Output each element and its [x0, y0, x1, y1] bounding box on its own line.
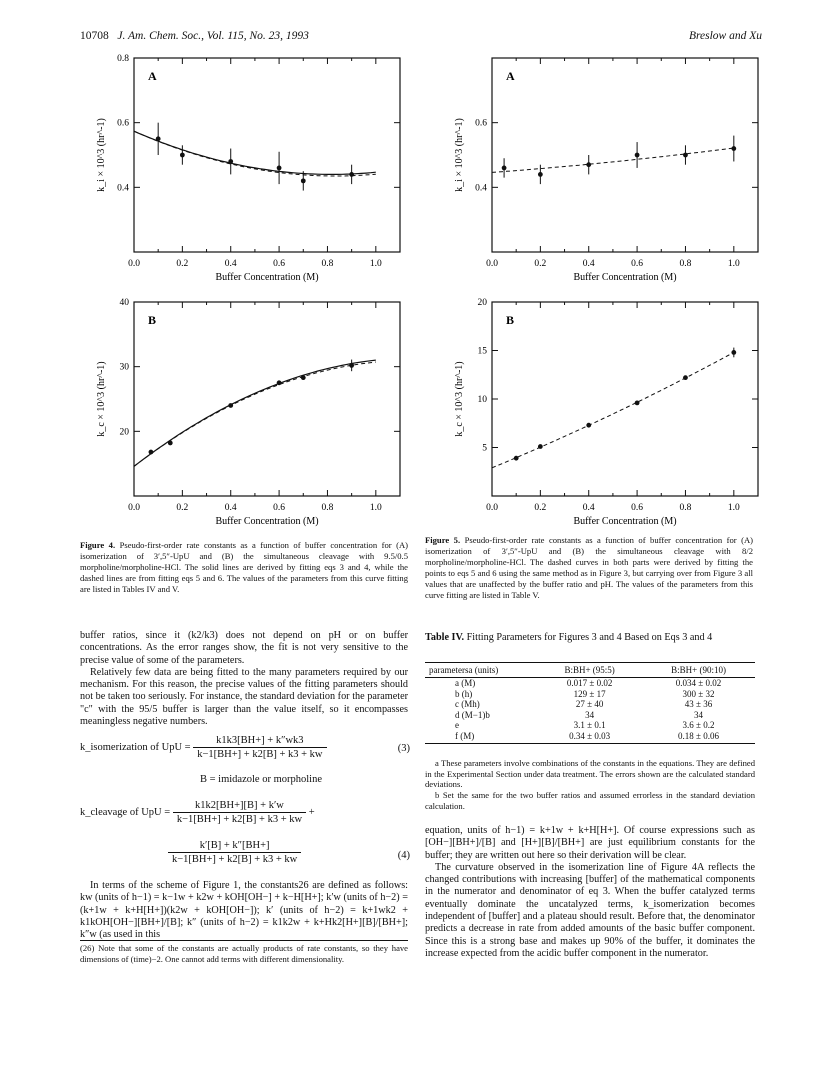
y-tick-label: 0.4 — [475, 183, 487, 194]
data-point — [301, 178, 306, 183]
running-header-left — [80, 30, 309, 42]
table-4-title: Fitting Parameters for Figures 3 and 4 Based on Eqs 3 and 4 — [466, 632, 713, 643]
x-tick-label: 0.6 — [273, 259, 286, 269]
data-point — [168, 441, 173, 446]
x-tick-label: 0.8 — [321, 503, 334, 513]
table-header-cell: B:BH+ (90:10) — [642, 663, 755, 678]
y-axis-label: k_i × 10^3 (hr^-1) — [454, 118, 465, 192]
table-row — [425, 699, 755, 710]
page-number: 10708 — [80, 30, 109, 42]
equation-4-second-term — [168, 840, 410, 865]
figure-4-caption-text: Pseudo-first-order rate constants as a function of buffer concentration for (A) isomerization of 3′,5″-UpU and (B) the simultaneous cleavage with 9.5/0.5 morpholine/morpholine-HCl. The solid lines are derived by fitting eqs 3 and 4, while the dashed lines are from fitting eqs 5 and 6. The values of the parameters from this curve fitting are listed in Tables IV and V. — [80, 540, 409, 594]
plot-frame — [492, 58, 758, 252]
figure-4-caption — [80, 540, 408, 595]
equation-4 — [80, 800, 410, 825]
x-axis-label: Buffer Concentration (M) — [573, 516, 677, 527]
y-tick-label: 30 — [119, 362, 129, 373]
eq4-fraction-1 — [173, 800, 306, 825]
x-tick-label: 0.4 — [224, 259, 237, 269]
x-axis-label: Buffer Concentration (M) — [215, 516, 319, 527]
data-point — [683, 153, 688, 158]
figure-4-label: Figure 4. — [80, 540, 116, 550]
table-header-cell: B:BH+ (95:5) — [537, 663, 642, 678]
x-tick-label: 1.0 — [727, 259, 740, 269]
data-point — [635, 400, 640, 405]
figure-4b-chart — [82, 296, 412, 536]
table-cell: 3.1 ± 0.1 — [573, 720, 606, 730]
table-cell: f (M) — [425, 731, 537, 744]
eq4-plus: + — [308, 807, 315, 818]
table-4-note-b: b Set the same for the two buffer ratios and assumed errorless in the standard deviation calculation. — [425, 790, 755, 811]
y-tick-label: 5 — [482, 443, 487, 454]
panel-label: B — [148, 313, 157, 327]
table-cell: 0.017 ± 0.02 — [566, 678, 613, 688]
table-cell: 0.034 ± 0.02 — [675, 678, 722, 688]
table-4-note-a: a These parameters involve combinations of the constants in the equations. They are defined in the Experimental Section under data treatment. The errors shown are the calculated standard deviations. — [425, 758, 755, 789]
x-tick-label: 0.8 — [679, 503, 692, 513]
table-row — [425, 720, 755, 731]
footnote-26: (26) Note that some of the constants are actually products of rate constants, so they have dimensions of (time)−2. One cannot add terms with different dimensionality. — [80, 943, 408, 964]
table-4-label: Table IV. — [425, 632, 465, 643]
constants-definition — [80, 880, 408, 941]
y-tick-label: 0.6 — [475, 118, 487, 129]
table-cell: d (M−1)b — [455, 709, 490, 720]
eq3-numerator: k1k3[BH+] + k″wk3 — [216, 735, 304, 746]
x-tick-label: 0.6 — [273, 503, 286, 513]
table-cell: 27 ± 40 — [575, 699, 604, 709]
fit-curve-solid — [134, 360, 376, 466]
x-tick-label: 0.4 — [582, 259, 595, 269]
figure-5-label: Figure 5. — [425, 535, 461, 545]
data-point — [277, 380, 282, 385]
panel-label: A — [506, 69, 515, 83]
data-point — [586, 162, 591, 167]
table-cell: 129 ± 17 — [573, 688, 606, 699]
x-tick-label: 0.2 — [534, 259, 547, 269]
x-tick-label: 0.8 — [321, 259, 334, 269]
table-4 — [425, 662, 755, 744]
x-tick-label: 1.0 — [727, 503, 740, 513]
paragraph: buffer ratios, since it (k2/k3) does not depend on pH or on buffer concentrations. As the error ranges show, the fit is not very sensitive to the precise value of some of the parameters. — [80, 630, 408, 666]
y-tick-label: 0.6 — [117, 118, 129, 129]
table-cell: c (Mh) — [455, 699, 480, 709]
table-cell: b (h) — [455, 688, 473, 699]
paragraph: The curvature observed in the isomerization line of Figure 4A reflects the changed contributions with increasing [buffer] of the mathematical components in the numerator and denominator of eq 3. When the buffer catalyzed terms eventually dominate the uncatalyzed terms, k_isomerization becomes independent of [buffer] and a plateau should result. Before that, the denominator predicts a decrease in rate from added amounts of the basic buffer component. Since this is a strong base and makes up 90% of the buffer, it dominates the increase expected from the acidic buffer component in the numerator. — [425, 861, 755, 959]
eq4-denominator-2: k−1[BH+] + k2[B] + k3 + kw — [168, 852, 301, 865]
figure-5-caption — [425, 535, 753, 601]
eq4-lhs: k_cleavage of UpU = — [80, 807, 171, 818]
plot-frame — [134, 302, 400, 496]
table-cell: 34 — [585, 709, 595, 720]
table-cell: a (M) — [455, 678, 476, 688]
panel-label: B — [506, 313, 515, 327]
fit-curve-dashed — [134, 131, 376, 176]
left-column-text — [80, 630, 408, 728]
table-cell: 0.34 ± 0.03 — [537, 731, 642, 744]
x-tick-label: 0.2 — [176, 259, 189, 269]
x-tick-label: 0.6 — [631, 259, 644, 269]
data-point — [349, 363, 354, 368]
y-tick-label: 40 — [119, 298, 129, 308]
running-header-authors: Breslow and Xu — [688, 30, 762, 42]
data-point — [180, 153, 185, 158]
x-tick-label: 1.0 — [369, 259, 382, 269]
data-point — [586, 423, 591, 428]
data-point — [228, 403, 233, 408]
paragraph: Relatively few data are being fitted to the many parameters required by our mechanism. For this reason, the precise values of the fitting parameters should not be taken too seriously. For instance, the standard deviation for the parameter "c" with the 95/5 buffer is larger than the value itself, so it encompasses meaningless negative numbers. — [80, 666, 408, 728]
data-point — [538, 444, 543, 449]
data-point — [149, 450, 154, 455]
figure-5b-chart — [440, 296, 770, 536]
equation-3 — [80, 735, 410, 760]
data-point — [683, 375, 688, 380]
x-tick-label: 0.8 — [679, 259, 692, 269]
eq4-numerator-1: k1k2[BH+][B] + k′w — [195, 800, 284, 811]
table-cell: 43 ± 36 — [684, 699, 713, 709]
y-axis-label: k_c × 10^3 (hr^-1) — [96, 361, 107, 437]
table-4-caption — [425, 632, 755, 644]
figure-5-caption-text: Pseudo-first-order rate constants as a function of buffer concentration for (A) isomerization of 3′,5″-UpU and (B) the simultaneous cleavage with 8/2 morpholine/morpholine-HCl. The dashed curves in both parts were derived by fitting the points to eqs 5 and 6 using the same method as in Figure 3, but carrying over from Figure 3 all values that are unaffected by the buffer ratio and pH. The values of the parameters from this curve fitting are listed in Table V. — [425, 535, 754, 600]
table-header-cell: parametersa (units) — [425, 663, 537, 678]
x-tick-label: 0.0 — [128, 503, 140, 513]
fit-curve-dashed — [492, 352, 734, 467]
y-axis-label: k_c × 10^3 (hr^-1) — [454, 361, 465, 437]
right-column-text — [425, 825, 755, 960]
table-cell: 0.18 ± 0.06 — [642, 731, 755, 744]
y-tick-label: 0.4 — [117, 183, 129, 194]
table-4-grid — [425, 662, 755, 744]
data-point — [349, 172, 354, 177]
data-point — [635, 153, 640, 158]
figure-4a-chart — [82, 52, 412, 292]
x-tick-label: 0.0 — [128, 259, 140, 269]
data-point — [301, 375, 306, 380]
eq3-fraction — [193, 735, 326, 760]
paragraph: In terms of the scheme of Figure 1, the constants26 are defined as follows: kw (units of h−1) = k−1w + k2w + kOH[OH−] + k−H[H+]; k′w (units of h−2) = (k+1w + k+H[H+])(k2w + kOH[OH−]); k′ (units of h−2) = k+1wk2 + k1kOH[OH−][BH+]/[B]; k″ (units of h−2) = k1k2w + k+Hk2[H+][B]/[BH+]; k″w (as used in this — [80, 880, 408, 941]
x-tick-label: 0.0 — [486, 259, 498, 269]
data-point — [228, 159, 233, 164]
x-tick-label: 1.0 — [369, 503, 382, 513]
y-tick-label: 20 — [119, 427, 129, 438]
table-row — [425, 710, 755, 721]
eq4-number: (4) — [397, 850, 410, 861]
table-cell: e — [455, 720, 459, 730]
y-axis-label: k_i × 10^3 (hr^-1) — [96, 118, 107, 192]
table-row — [425, 731, 755, 744]
b-definition: B = imidazole or morpholine — [200, 774, 322, 785]
x-axis-label: Buffer Concentration (M) — [573, 272, 677, 283]
table-header-row — [425, 663, 755, 678]
x-tick-label: 0.4 — [582, 503, 595, 513]
x-tick-label: 0.2 — [176, 503, 189, 513]
y-tick-label: 10 — [477, 395, 487, 405]
table-cell: 300 ± 32 — [682, 688, 715, 699]
x-tick-label: 0.2 — [534, 503, 547, 513]
journal-citation: J. Am. Chem. Soc., Vol. 115, No. 23, 1993 — [117, 30, 309, 42]
y-tick-label: 20 — [477, 298, 487, 308]
eq3-denominator: k−1[BH+] + k2[B] + k3 + kw — [193, 747, 326, 760]
paragraph: equation, units of h−1) = k+1w + k+H[H+]. Of course expressions such as [OH−][BH+]/[B] and [H+][B]/[BH+] are just equilibrium constants for the buffer; they are written out here so their derivation will be clear. — [425, 825, 755, 861]
fit-curve-solid — [134, 131, 376, 174]
data-point — [502, 166, 507, 171]
data-point — [514, 456, 519, 461]
table-cell: 3.6 ± 0.2 — [682, 720, 715, 730]
fit-curve-dashed — [492, 148, 734, 172]
data-point — [277, 166, 282, 171]
panel-label: A — [148, 69, 157, 83]
data-point — [156, 136, 161, 141]
eq4-numerator-2: k′[B] + k″[BH+] — [199, 840, 270, 851]
plot-frame — [134, 58, 400, 252]
table-row — [425, 689, 755, 700]
fit-curve-dashed — [134, 362, 376, 466]
y-tick-label: 15 — [477, 346, 487, 357]
plot-frame — [492, 302, 758, 496]
table-cell: 34 — [694, 709, 704, 720]
x-axis-label: Buffer Concentration (M) — [215, 272, 319, 283]
eq3-number: (3) — [397, 743, 410, 754]
data-point — [731, 146, 736, 151]
table-row — [425, 678, 755, 689]
eq4-fraction-2 — [168, 840, 301, 865]
x-tick-label: 0.4 — [224, 503, 237, 513]
data-point — [731, 350, 736, 355]
eq3-lhs: k_isomerization of UpU = — [80, 742, 191, 753]
data-point — [538, 172, 543, 177]
y-tick-label: 0.8 — [117, 54, 129, 64]
x-tick-label: 0.0 — [486, 503, 498, 513]
footnote-rule — [80, 940, 408, 941]
x-tick-label: 0.6 — [631, 503, 644, 513]
figure-5a-chart — [440, 52, 770, 292]
eq4-denominator-1: k−1[BH+] + k2[B] + k3 + kw — [173, 812, 306, 825]
